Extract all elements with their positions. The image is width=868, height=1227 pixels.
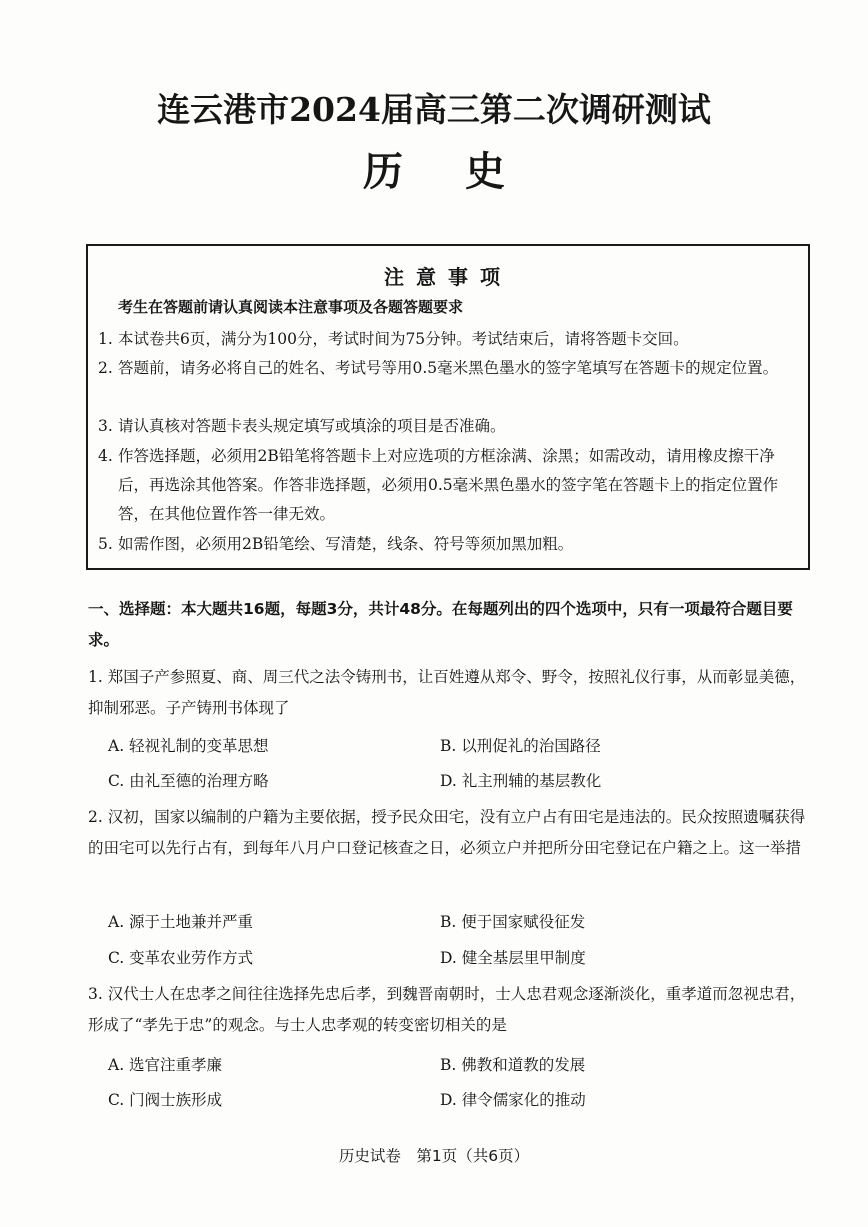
question-1-option-d: D. 礼主刑辅的基层教化 (440, 772, 602, 790)
notice-item-text: 本试卷共6页，满分为100分，考试时间为75分钟。考试结束后，请将答题卡交回。 (118, 330, 689, 348)
question-3-option-d: D. 律令儒家化的推动 (440, 1091, 586, 1109)
notice-box (86, 244, 810, 570)
notice-item-number: 1. (98, 330, 113, 348)
notice-item-number: 2. (98, 359, 113, 377)
notice-item-number: 3. (98, 417, 113, 435)
page-footer: 历史试卷 第1页（共6页） (338, 1147, 530, 1165)
notice-item-4 (98, 442, 802, 529)
notice-item-3 (98, 412, 802, 441)
notice-item-text: 作答选择题，必须用2B铅笔将答题卡上对应选项的方框涂满、涂黑；如需改动，请用橡皮擦干净后，再选涂其他答案。作答非选择题，必须用0.5毫米黑色墨水的签字笔在答题卡上的指定位置作答，在其他位置作答一律无效。 (118, 447, 779, 523)
notice-item-number: 4. (98, 447, 113, 465)
question-2-option-b: B. 便于国家赋役征发 (440, 913, 586, 931)
question-3-option-b: B. 佛教和道教的发展 (440, 1056, 586, 1074)
question-2-option-c: C. 变革农业劳作方式 (108, 949, 254, 967)
question-2-option-a: A. 源于土地兼并严重 (108, 913, 254, 931)
question-1-stem: 1. 郑国子产参照夏、商、周三代之法令铸刑书，让百姓遵从郑令、野令，按照礼仪行事，从而彰显美德，抑制邪恶。子产铸刑书体现了 (88, 668, 806, 717)
notice-title: 注意事项 (384, 265, 512, 289)
notice-item-1 (98, 325, 802, 354)
question-3-stem: 3. 汉代士人在忠孝之间往往选择先忠后孝，到魏晋南朝时，士人忠君观念逐渐淡化，重孝道而忽视忠君，形成了“孝先于忠”的观念。与士人忠孝观的转变密切相关的是 (88, 985, 806, 1034)
notice-item-5 (98, 530, 802, 559)
notice-item-number: 5. (98, 535, 113, 553)
exam-title: 连云港市2024届高三第二次调研测试 (157, 90, 711, 129)
notice-subtitle: 考生在答题前请认真阅读本注意事项及各题答题要求 (118, 298, 464, 316)
subject-char-2: 史 (465, 149, 505, 195)
notice-item-text: 答题前，请务必将自己的姓名、考试号等用0.5毫米黑色墨水的签字笔填写在答题卡的规定位置。 (118, 359, 779, 377)
notice-item-text: 如需作图，必须用2B铅笔绘、写清楚，线条、符号等须加黑加粗。 (118, 535, 574, 553)
subject-char-1: 历 (363, 149, 403, 195)
question-1-option-c: C. 由礼至德的治理方略 (108, 772, 269, 790)
section-heading: 一、选择题：本大题共16题，每题3分，共计48分。在每题列出的四个选项中，只有一项最符合题目要求。 (88, 600, 793, 649)
question-3-option-a: A. 选官注重孝廉 (108, 1056, 223, 1074)
question-2-stem: 2. 汉初，国家以编制的户籍为主要依据，授予民众田宅，没有立户占有田宅是违法的。民众按照遗嘱获得的田宅可以先行占有，到每年八月户口登记核查之日，必须立户并把所分田宅登记在户籍之上。这一举措 (88, 808, 806, 857)
question-2-option-d: D. 健全基层里甲制度 (440, 949, 586, 967)
notice-item-2 (98, 354, 802, 383)
subject-title (0, 140, 868, 197)
question-3-option-c: C. 门阀士族形成 (108, 1091, 223, 1109)
question-1-option-b: B. 以刑促礼的治国路径 (440, 737, 601, 755)
notice-item-text: 请认真核对答题卡表头规定填写或填涂的项目是否准确。 (118, 417, 506, 435)
question-1-option-a: A. 轻视礼制的变革思想 (108, 737, 269, 755)
